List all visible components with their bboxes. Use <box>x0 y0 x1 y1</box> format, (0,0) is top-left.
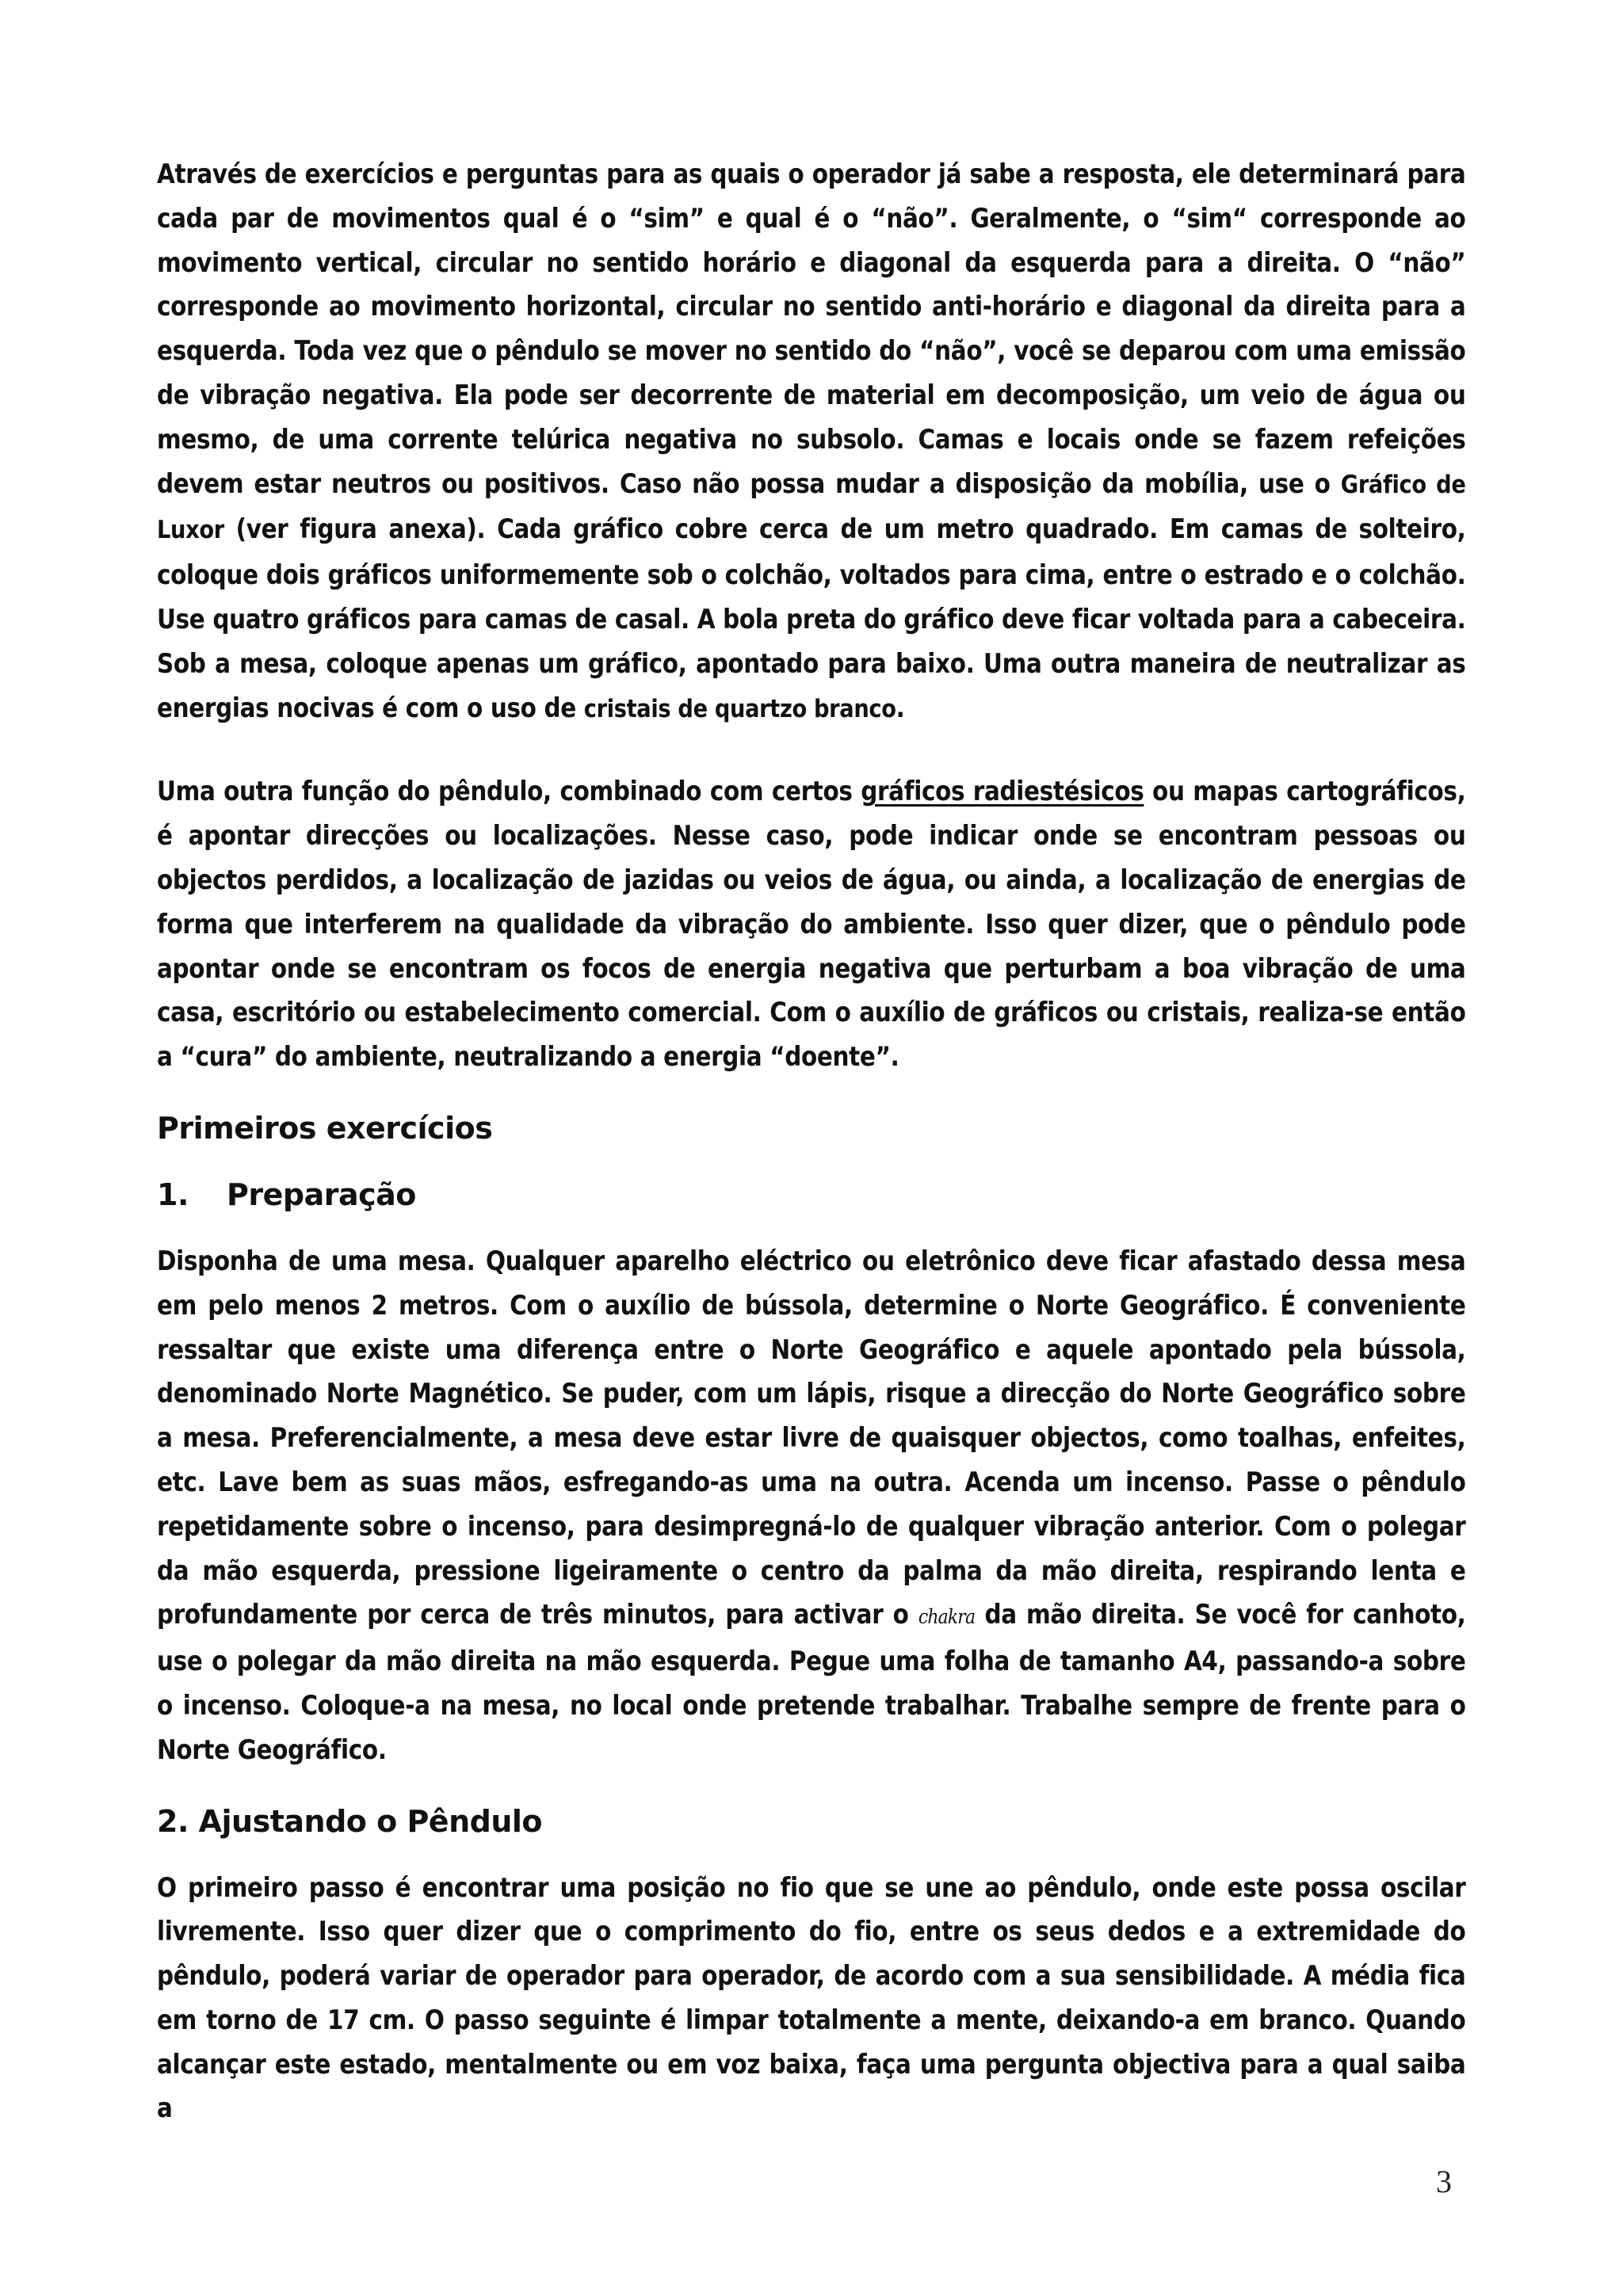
paragraph-text: Através de exercícios e perguntas para as quais o operador já sabe a resposta, ele determinará para cada par de movimentos qual é o “sim” e qual é o “não”. Geralmente, o “sim“ corresponde ao movimento vertical, circular no sentido horário e diagonal da esquerda para a direita. O “não” corresponde ao movimento horizontal, circular no sentido anti-horário e diagonal da direita para a esquerda. Toda vez que o pêndulo se mover no sentido do “não”, você se deparou com uma emissão de vibração negativa. Ela pode ser decorrente de material em decomposição, um veio de água ou mesmo, de uma corrente telúrica negativa no subsolo. Camas e locais onde se fazem refeições devem estar neutros ou positivos. Caso não possa mudar a disposição da mobília, use o <box>157 158 1466 499</box>
quartz-crystal-term: cristais de quartzo branco <box>583 694 896 723</box>
subheading-title: Preparação <box>227 1177 416 1212</box>
paragraph-pendulum-yes-no <box>157 152 1465 731</box>
paragraph-text: O primeiro passo é encontrar uma posição no fio que se une ao pêndulo, onde este possa oscilar livremente. Isso quer dizer que o comprimento do fio, entre os seus dedos e a extremidade do pêndulo, poderá variar de operador para operador, de acordo com a sua sensibilidade. A média fica em torno de 17 cm. O passo seguinte é limpar totalmente a mente, deixando-a em branco. Quando alcançar este estado, mentalmente ou em voz baixa, faça uma pergunta objectiva para a qual saiba a <box>157 1871 1466 2124</box>
paragraph-text: Uma outra função do pêndulo, combinado com certos <box>157 776 861 807</box>
paragraph-adjusting-pendulum <box>157 1866 1465 2131</box>
subheading-adjusting-pendulum: 2. Ajustando o Pêndulo <box>157 1803 543 1839</box>
document-page <box>157 152 1466 2130</box>
paragraph-text: da mão direita. Se você for canhoto, use o polegar da mão direita na mão esquerda. Pegue uma folha de tamanho A4, passando-a sobre o incenso. Coloque-a na mesa, no local onde pretende trabalhar. Trabalhe sempre de frente para o Norte Geográfico. <box>157 1599 1466 1765</box>
page-number: 3 <box>1436 2164 1452 2199</box>
radiesthesic-charts-term: gráficos radiestésicos <box>861 776 1144 807</box>
paragraph-text: (ver figura anexa). Cada gráfico cobre cerca de um metro quadrado. Em camas de solteiro, coloque dois gráficos uniformemente sob o colchão, voltados para cima, entre o estrado e o colchão. Use quatro gráficos para camas de casal. A bola preta do gráfico deve ficar voltada para a cabeceira. Sob a mesa, coloque apenas um gráfico, apontado para baixo. Uma outra maneira de neutralizar as energias nocivas é com o uso de <box>157 513 1466 723</box>
paragraph-pendulum-directions <box>157 769 1465 1079</box>
chakra-term: chakra <box>918 1605 976 1629</box>
paragraph-preparation <box>157 1239 1465 1772</box>
section-heading-first-exercises: Primeiros exercícios <box>157 1110 493 1146</box>
subheading-number: 1. <box>157 1177 189 1212</box>
luxor-chart-term: Gráfico de Luxor <box>157 470 1466 545</box>
subheading-preparation <box>157 1173 1466 1217</box>
paragraph-text: ou mapas cartográficos, é apontar direcções ou localizações. Nesse caso, pode indicar onde se encontram pessoas ou objectos perdidos, a localização de jazidas ou veios de água, ou ainda, a localização de energias de forma que interferem na qualidade da vibração do ambiente. Isso quer dizer, que o pêndulo pode apontar onde se encontram os focos de energia negativa que perturbam a boa vibração de uma casa, escritório ou estabelecimento comercial. Com o auxílio de gráficos ou cristais, realiza-se então a “cura” do ambiente, neutralizando a energia “doente”. <box>157 776 1466 1073</box>
paragraph-text: . <box>896 692 905 723</box>
paragraph-text: Disponha de uma mesa. Qualquer aparelho eléctrico ou eletrônico deve ficar afastado dessa mesa em pelo menos 2 metros. Com o auxílio de bússola, determine o Norte Geográfico. É conveniente ressaltar que existe uma diferença entre o Norte Geográfico e aquele apontado pela bússola, denominado Norte Magnético. Se puder, com um lápis, risque a direcção do Norte Geográfico sobre a mesa. Preferencialmente, a mesa deve estar livre de quaisquer objectos, como toalhas, enfeites, etc. Lave bem as suas mãos, esfregando-as uma na outra. Acenda um incenso. Passe o pêndulo repetidamente sobre o incenso, para desimpregná-lo de qualquer vibração anterior. Com o polegar da mão esquerda, pressione ligeiramente o centro da palma da mão direita, respirando lenta e profundamente por cerca de três minutos, para activar o <box>157 1245 1466 1630</box>
